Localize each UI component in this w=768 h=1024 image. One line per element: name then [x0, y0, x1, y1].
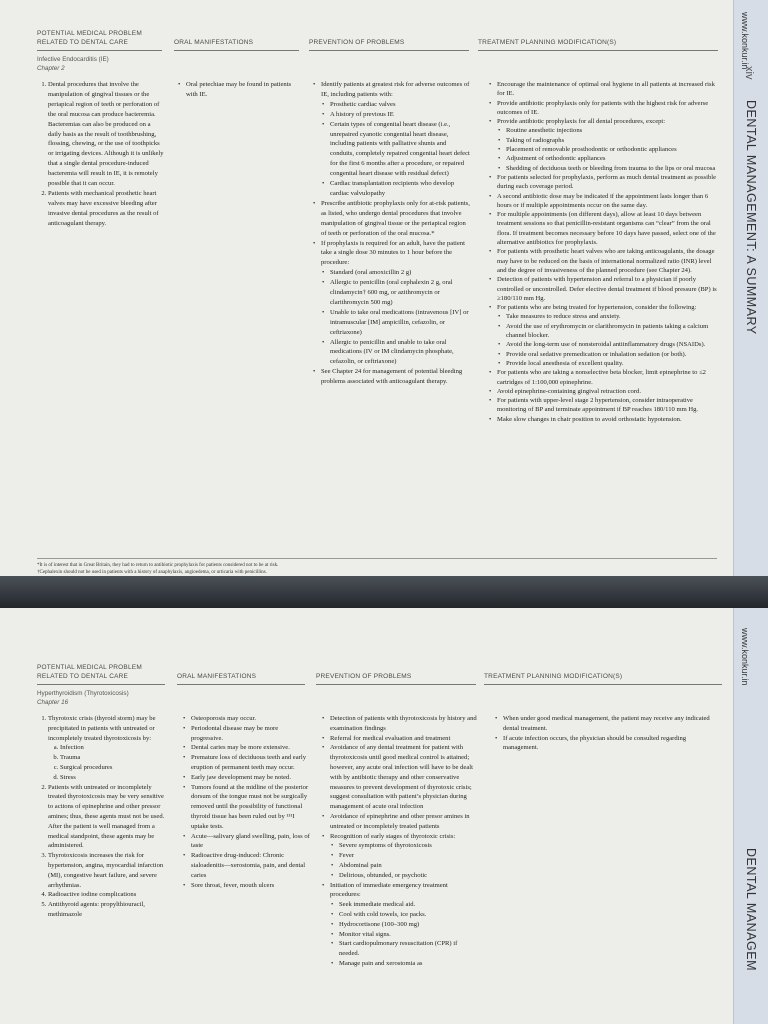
prevention-subitem: • Cardiac transplantation recipients who develop cardiac valvulopathy [330, 179, 470, 199]
treatment-subitem: • Avoid the long-term use of nonsteroidal antiinflammatory drugs (NSAIDs). [506, 340, 722, 349]
treatment-item: • Encourage the maintenance of optimal oral hygiene in all patients at increased risk for IE. [497, 80, 722, 99]
header-problem-line1: POTENTIAL MEDICAL PROBLEM [37, 664, 142, 671]
oral-column [182, 714, 310, 890]
treatment-subitem: • Taking of radiographs [506, 136, 722, 145]
site-watermark: www.konkur.in [740, 12, 750, 70]
header-oral: ORAL MANIFESTATIONS [174, 39, 254, 46]
prevention-item: • Avoidance of any dental treatment for patient with thyrotoxicosis until good medical control is attained; however, any acute oral infection will have to be dealt with by antibiotic therapy and other conservative measures to prevent development of thyrotoxic crisis; suggest consultation with patient’s physician during management of acute oral infection [330, 743, 479, 812]
oral-item: • Radioactive drug-induced: Chronic sialoadenitis—xerostomia, pain, and dental caries [191, 851, 310, 880]
prevention-column [321, 714, 479, 969]
chapter-label: Chapter 2 [37, 64, 65, 72]
treatment-item: • Provide antibiotic prophylaxis only for patients with the highest risk for adverse outcomes of IE. [497, 99, 722, 118]
header-problem-line2: RELATED TO DENTAL CARE [37, 39, 129, 46]
prevention-subitem: • Fever [339, 851, 479, 861]
header-rule [484, 684, 722, 685]
oral-column [177, 80, 302, 100]
running-title: DENTAL MANAGEMENT: A SUMMARY [744, 100, 758, 335]
header-rule [316, 684, 476, 685]
treatment-item: • For patients with prosthetic heart valves who are taking anticoagulants, the dosage may have to be reduced on the basis of international normalized ratio (INR) level and the degree of invasiveness of the planned procedure (see Chapter 24). [497, 247, 722, 275]
treatment-item: • For patients with upper-level stage 2 hypertension, consider intraoperative monitoring of BP and terminate appointment if BP reaches 180/110 mm Hg. [497, 396, 722, 415]
treatment-item: • For multiple appointments (on different days), allow at least 10 days between treatment sessions so that penicillin-resistant organisms can “clear” from the oral flora. If treatment becomes necessary before 10 days have passed, select one of the alternative antibiotics for prophylaxis. [497, 210, 722, 247]
problem-item: 1. Thyrotoxic crisis (thyroid storm) may be precipitated in patients with untreated or incompletely treated thyrotoxicosis by: a. Infection b. Trauma c. Surgical procedures d. Stress [48, 714, 167, 783]
prevention-subitem: • A history of previous IE [330, 110, 470, 120]
footnote: *It is of interest that in Great Britain, they had to return to antibiotic prophylaxis for patients considered not to be at risk. [37, 563, 279, 568]
treatment-subitem: • Adjustment of orthodontic appliances [506, 154, 722, 163]
treatment-subitem: • Avoid the use of erythromycin or clarithromycin in patients taking a calcium channel blocker. [506, 322, 722, 341]
oral-item: • Sore throat, fever, mouth ulcers [191, 881, 310, 891]
prevention-item: • Identify patients at greatest risk for adverse outcomes of IE, including patients with: • Prosthetic cardiac valves • A history of previous IE • Certain types of congenital heart disease (i.e., unrepaired cyanotic congenital heart disease, including patients with palliative shunts and conduits, completely repaired congenital heart defect for the first 6 months after a procedure, or repaired congenital heart disease with residual defect) • Cardiac transplantation recipients who develop cardiac valvulopathy [321, 80, 470, 199]
header-rule [478, 50, 718, 51]
prevention-subitem: • Monitor vital signs. [339, 930, 479, 940]
problem-item: 5. Antithyroid agents: propylthiouracil, methimazole [48, 900, 167, 920]
oral-item: • Osteoporosis may occur. [191, 714, 310, 724]
sidebar-top [733, 0, 768, 576]
header-treatment: TREATMENT PLANNING MODIFICATION(S) [478, 39, 617, 46]
page-number: xiv [743, 66, 755, 80]
problem-subitem: c. Surgical procedures [60, 763, 167, 773]
header-problem-line2: RELATED TO DENTAL CARE [37, 673, 129, 680]
header-rule [309, 50, 469, 51]
page-gap [0, 576, 768, 608]
section-name: Hyperthyroidism (Thyrotoxicosis) [37, 690, 129, 697]
treatment-subitem: • Provide local anesthesia of excellent quality. [506, 359, 722, 368]
section-name: Infective Endocarditis (IE) [37, 56, 109, 63]
prevention-item: • Initiation of immediate emergency treatment procedures: • Seek immediate medical aid. • Cool with cold towels, ice packs. • Hydrocortisone (100–300 mg) • Monitor vital signs. • Start cardiopulmonary resuscitation (CPR) if needed. • Manage pain and xerostomia as [330, 881, 479, 969]
header-treatment: TREATMENT PLANNING MODIFICATION(S) [484, 673, 623, 680]
treatment-item: • A second antibiotic dose may be indicated if the appointment lasts longer than 6 hours or if multiple appointments occur on the same day. [497, 192, 722, 211]
oral-item: • Oral petechiae may be found in patients with IE. [186, 80, 302, 100]
treatment-subitem: • Take measures to reduce stress and anxiety. [506, 312, 722, 321]
problem-item: 3. Thyrotoxicosis increases the risk for hypertension, angina, myocardial infarction (MI), congestive heart failure, and severe arrhythmias. [48, 851, 167, 890]
treatment-subitem: • Shedding of deciduous teeth or bleeding from trauma to the lips or oral mucosa [506, 164, 722, 173]
problem-subitem: d. Stress [60, 773, 167, 783]
footnote: †Cephalexin should not be used in patients with a history of anaphylaxis, angioedema, or urticaria with penicillins. [37, 570, 267, 575]
prevention-item: • Avoidance of epinephrine and other presor amines in untreated or incompletely treated patients [330, 812, 479, 832]
treatment-column [488, 80, 722, 424]
problem-subitem: b. Trauma [60, 753, 167, 763]
oral-item: • Periodontal disease may be more progressive. [191, 724, 310, 744]
problem-item: 1. Dental procedures that involve the manipulation of gingival tissues or the periapical region of teeth or perforation of the oral mucosa can produce bacteremia. Bacteremias can also be produced on a daily basis as the result of toothbrushing, flossing, chewing, or the use of toothpicks or irrigating devices. Although it is unlikely that a single dental procedure-induced bacteremia will result in IE, it is remotely possible that it can occur. [48, 80, 165, 189]
prevention-item: • Detection of patients with thyrotoxicosis by history and examination findings [330, 714, 479, 734]
footnotes [37, 562, 717, 576]
problem-column [37, 714, 167, 920]
treatment-item: • If acute infection occurs, the physician should be consulted regarding management. [503, 734, 722, 754]
prevention-subitem: • Allergic to penicillin and unable to take oral medications (IV or IM clindamycin phosphate, cefazolin, or ceftriaxone) [330, 338, 470, 368]
treatment-item: • Detection of patients with hypertension and referral to a physician if poorly controlled or uncontrolled. Defer elective dental treatment if blood pressure (BP) is ≥180/110 mm Hg. [497, 275, 722, 303]
header-rule [177, 684, 305, 685]
problem-subitem: a. Infection [60, 743, 167, 753]
oral-item: • Dental caries may be more extensive. [191, 743, 310, 753]
treatment-item: • Make slow changes in chair position to avoid orthostatic hypotension. [497, 415, 722, 424]
oral-item: • Early jaw development may be noted. [191, 773, 310, 783]
chapter-label: Chapter 16 [37, 698, 69, 706]
problem-item: 4. Radioactive iodine complications [48, 890, 167, 900]
header-prevention: PREVENTION OF PROBLEMS [316, 673, 412, 680]
treatment-subitem: • Placement of removable prosthodontic or orthodontic appliances [506, 145, 722, 154]
oral-item: • Tumors found at the midline of the posterior dorsum of the tongue must not be surgically removed until the possibility of functional thyroid tissue has been ruled out by ¹³¹I uptake tests. [191, 783, 310, 832]
prevention-subitem: • Hydrocortisone (100–300 mg) [339, 920, 479, 930]
header-oral: ORAL MANIFESTATIONS [177, 673, 257, 680]
page-bottom [0, 608, 734, 1024]
treatment-item: • For patients who are being treated for hypertension, consider the following: • Take measures to reduce stress and anxiety. • Avoid the use of erythromycin or clarithromycin in patients taking a calcium channel blocker. • Avoid the long-term use of nonsteroidal antiinflammatory drugs (NSAIDs). • Provide oral sedative premedication or inhalation sedation (or both). • Provide local anesthesia of excellent quality. [497, 303, 722, 368]
prevention-subitem: • Prosthetic cardiac valves [330, 100, 470, 110]
prevention-subitem: • Allergic to penicillin (oral cephalexin 2 g, oral clindamycin† 600 mg, or azithromycin or clarithromycin 500 mg) [330, 278, 470, 308]
footnote-rule [37, 558, 717, 559]
prevention-column [312, 80, 470, 387]
prevention-item: • Referral for medical evaluation and treatment [330, 734, 479, 744]
prevention-subitem: • Start cardiopulmonary resuscitation (CPR) if needed. [339, 939, 479, 959]
prevention-subitem: • Delirious, obtunded, or psychotic [339, 871, 479, 881]
oral-item: • Premature loss of deciduous teeth and early eruption of permanent teeth may occur. [191, 753, 310, 773]
prevention-subitem: • Manage pain and xerostomia as [339, 959, 479, 969]
prevention-item: • Recognition of early stages of thyrotoxic crisis: • Severe symptoms of thyrotoxicosis • Fever • Abdominal pain • Delirious, obtunded, or psychotic [330, 832, 479, 881]
header-rule [37, 50, 162, 51]
treatment-item: • Avoid epinephrine-containing gingival retraction cord. [497, 387, 722, 396]
header-problem-line1: POTENTIAL MEDICAL PROBLEM [37, 30, 142, 37]
oral-item: • Acute—salivary gland swelling, pain, loss of taste [191, 832, 310, 852]
treatment-subitem: • Provide oral sedative premedication or inhalation sedation (or both). [506, 350, 722, 359]
treatment-item: • Provide antibiotic prophylaxis for all dental procedures, except: • Routine anesthetic injections • Taking of radiographs • Placement of removable prosthodontic or orthodontic appliances • Adjustment of orthodontic appliances • Shedding of deciduous teeth or bleeding from trauma to the lips or oral mucosa [497, 117, 722, 173]
prevention-subitem: • Standard (oral amoxicillin 2 g) [330, 268, 470, 278]
treatment-item: • For patients who are taking a nonselective beta blocker, limit epinephrine to ≤2 cartridges of 1:100,000 epinephrine. [497, 368, 722, 387]
section-title [37, 690, 129, 707]
prevention-subitem: • Certain types of congenital heart disease (i.e., unrepaired cyanotic congenital heart disease, including patients with palliative shunts and conduits, completely repaired congenital heart defect for the first 6 months after a procedure, or repaired congenital heart disease with residual defect) [330, 120, 470, 179]
problem-column [37, 80, 165, 229]
header-rule [37, 684, 165, 685]
problem-item: 2. Patients with mechanical prosthetic heart valves may have excessive bleeding after invasive dental procedures as the result of anticoagulant therapy. [48, 189, 165, 229]
sidebar-bottom [733, 608, 768, 1024]
treatment-item: • For patients selected for prophylaxis, perform as much dental treatment as possible during each coverage period. [497, 173, 722, 192]
running-title: DENTAL MANAGEM [744, 848, 758, 971]
prevention-subitem: • Abdominal pain [339, 861, 479, 871]
treatment-subitem: • Routine anesthetic injections [506, 126, 722, 135]
prevention-subitem: • Seek immediate medical aid. [339, 900, 479, 910]
problem-item: 2. Patients with untreated or incompletely treated thyrotoxicosis may be very sensitive to actions of epinephrine and other pressor amines; thus, these agents must not be used. After the patient is well managed from a medical standpoint, these agents may be administered. [48, 783, 167, 852]
prevention-subitem: • Unable to take oral medications (intravenous [IV] or intramuscular [IM] ampicillin, cefazolin, or ceftriaxone) [330, 308, 470, 338]
prevention-subitem: • Cool with cold towels, ice packs. [339, 910, 479, 920]
prevention-item: • If prophylaxis is required for an adult, have the patient take a single dose 30 minutes to 1 hour before the procedure: • Standard (oral amoxicillin 2 g) • Allergic to penicillin (oral cephalexin 2 g, oral clindamycin† 600 mg, or azithromycin or clarithromycin 500 mg) • Unable to take oral medications (intravenous [IV] or intramuscular [IM] ampicillin, cefazolin, or ceftriaxone) • Allergic to penicillin and unable to take oral medications (IV or IM clindamycin phosphate, cefazolin, or ceftriaxone) [321, 239, 470, 368]
section-title [37, 56, 109, 73]
treatment-column [494, 714, 722, 753]
prevention-subitem: • Severe symptoms of thyrotoxicosis [339, 841, 479, 851]
site-watermark: www.konkur.in [740, 628, 750, 686]
prevention-item: • Prescribe antibiotic prophylaxis only for at-risk patients, as listed, who undergo dental procedures that involve manipulation of gingival tissue or the periapical region of teeth or perforation of the oral mucosa.* [321, 199, 470, 239]
header-rule [174, 50, 299, 51]
treatment-item: • When under good medical management, the patient may receive any indicated dental treatment. [503, 714, 722, 734]
prevention-item: • See Chapter 24 for management of potential bleeding problems associated with anticoagulant therapy. [321, 367, 470, 387]
header-prevention: PREVENTION OF PROBLEMS [309, 39, 405, 46]
